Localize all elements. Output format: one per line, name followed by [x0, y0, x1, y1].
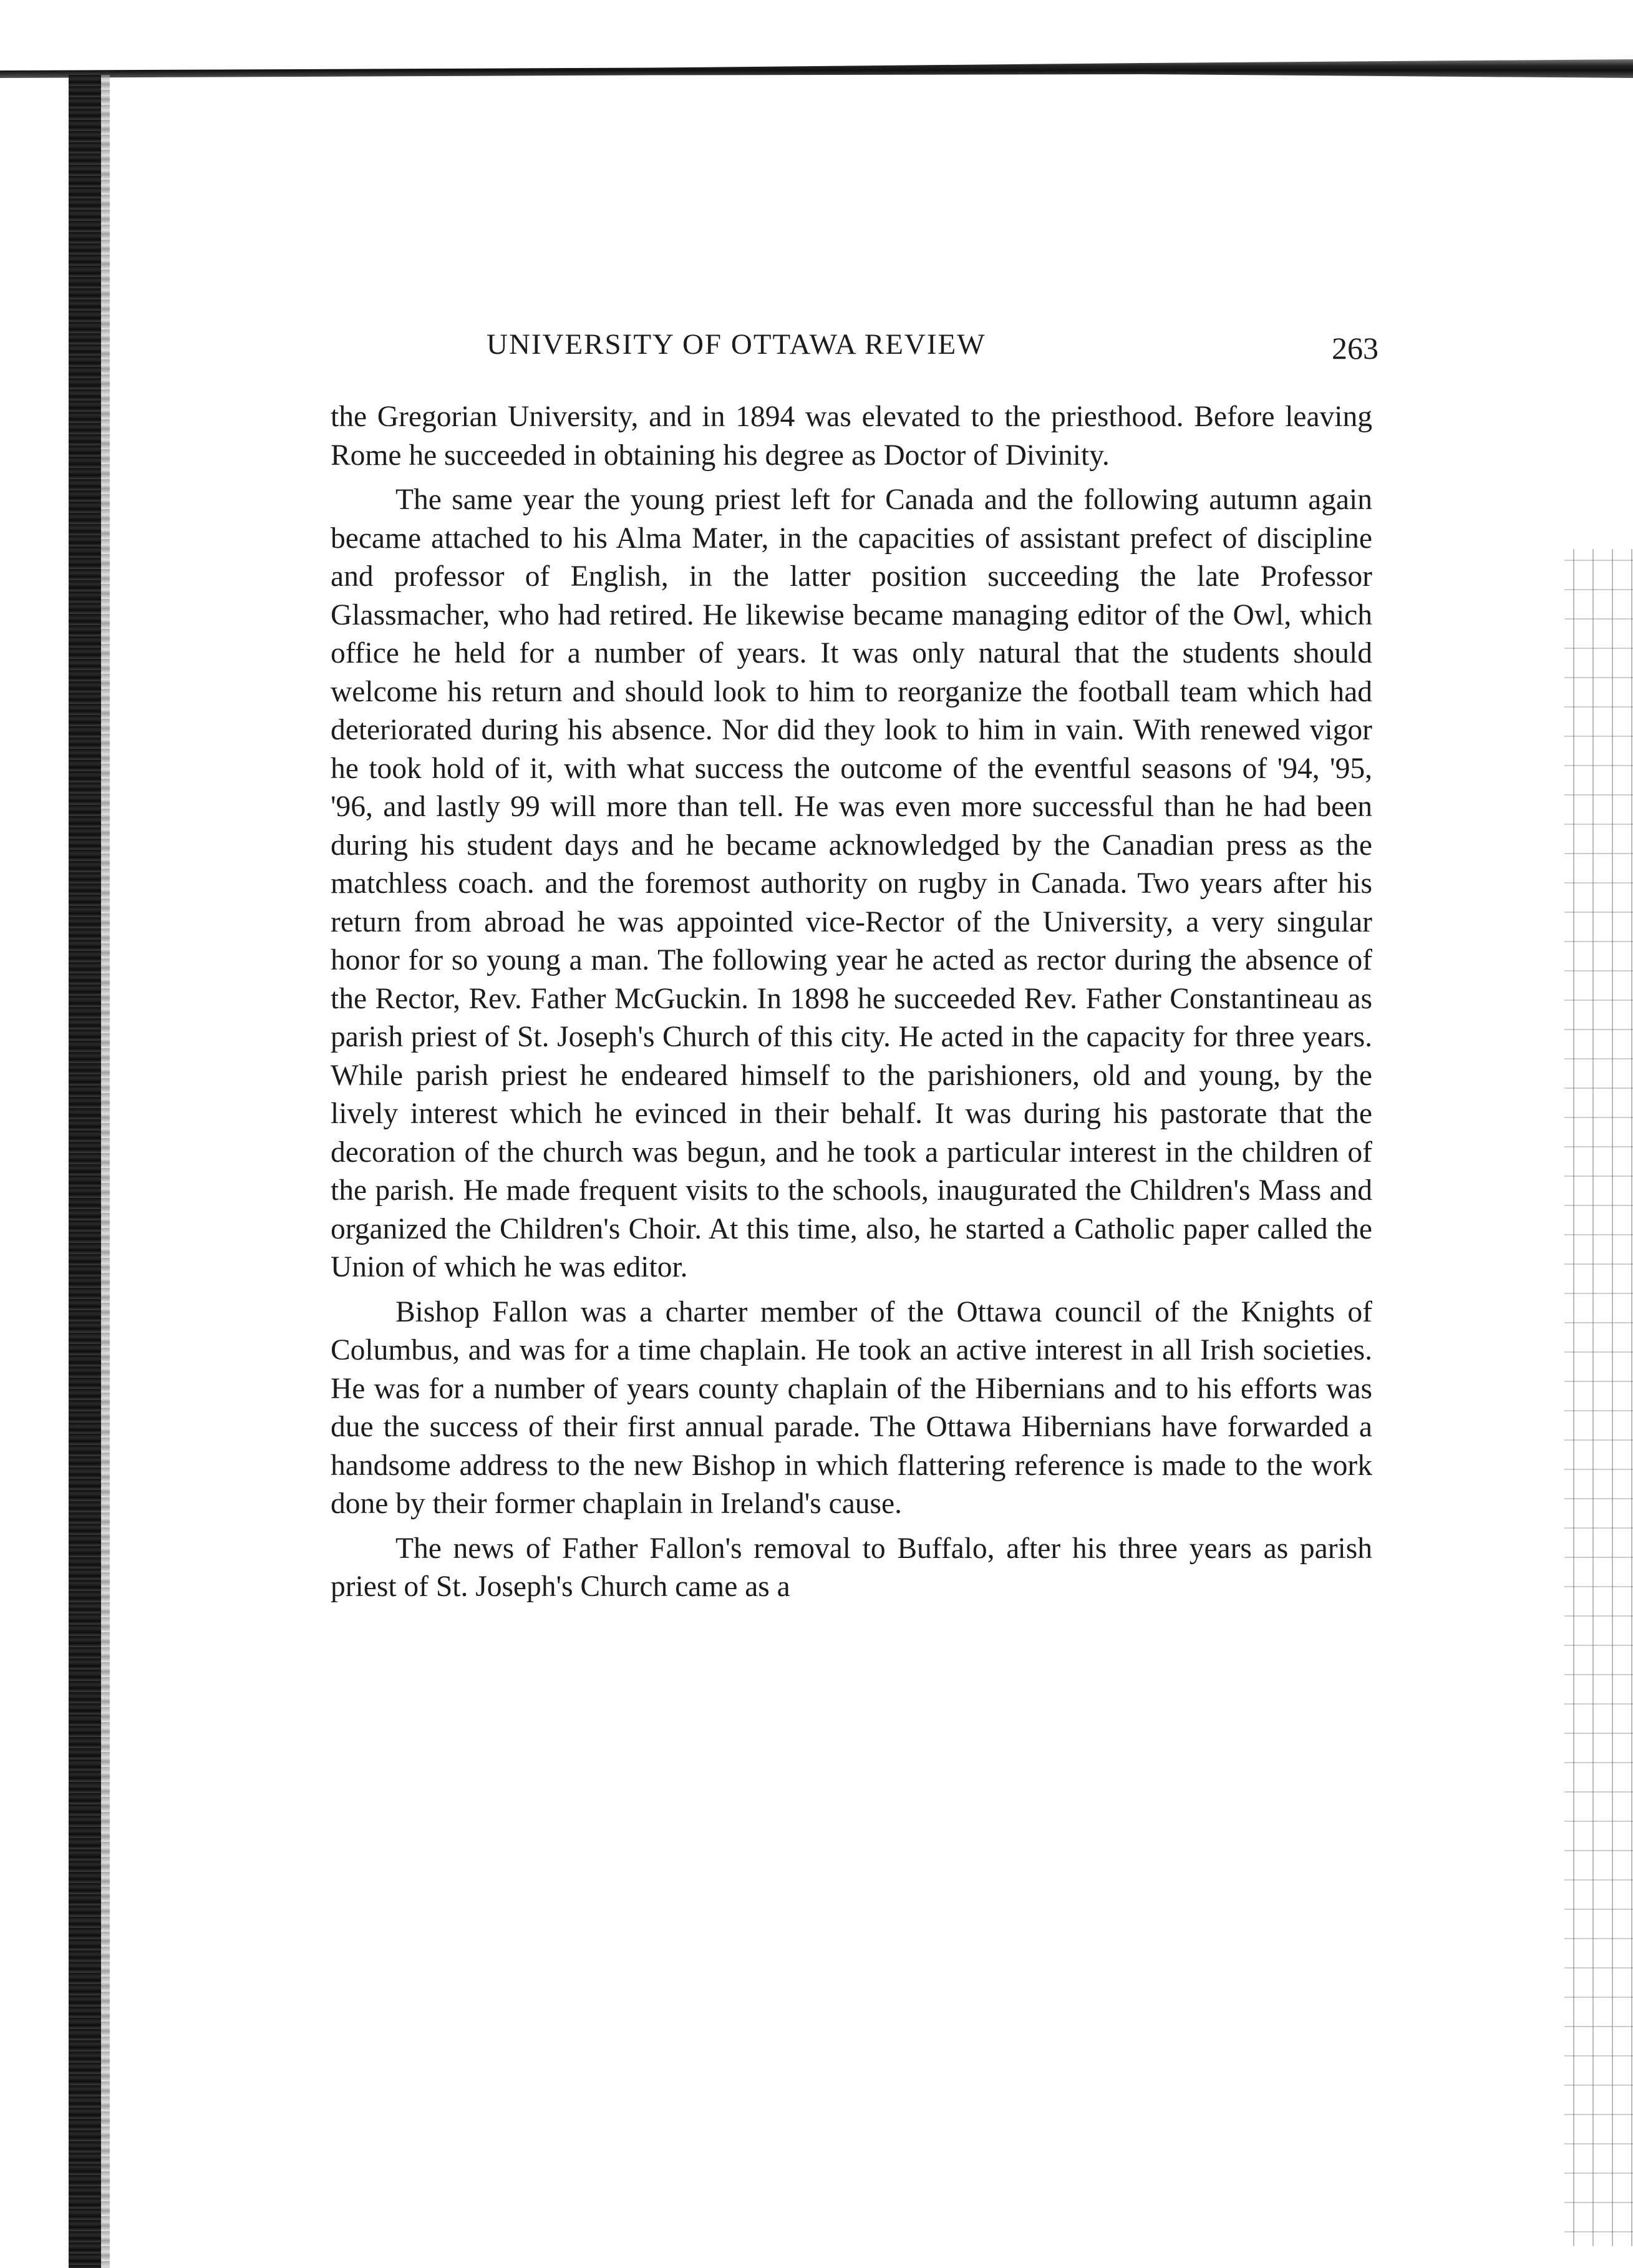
paragraph: The news of Father Fallon's removal to Buffalo, after his three years as parish priest of St. Joseph's Church came as a	[331, 1532, 1372, 1603]
running-head: UNIVERSITY OF OTTAWA REVIEW	[487, 328, 986, 361]
page-number: 263	[1332, 331, 1379, 366]
scan-right-edge-noise	[1564, 549, 1633, 2246]
paragraph: The same year the young priest left for Canada and the following autumn again became attached to his Alma Mater, in the capacities of assistant prefect of discipline and professor of English, in the latter position succeeding the late Professor Glassmacher, who had retired. He likewise became managing editor of the Owl, which office he held for a number of years. It was only natural that the students should welcome his return and should look to him to reorganize the football team which had deteriorated during his absence. Nor did they look to him in vain. With renewed vigor he took hold of it, with what success the outcome of the eventful seasons of '94, '95, '96, and lastly 99 will more than tell. He was even more successful than he had been during his student days and he became acknowledged by the Canadian press as the matchless coach. and the foremost authority on rugby in Canada. Two years after his return from abroad he was appointed vice-Rector of the University, a very singular honor for so young a man. The following year he acted as rector during the absence of the Rector, Rev. Father McGuckin. In 1898 he succeeded Rev. Father Constantineau as parish priest of St. Joseph's Church of this city. He acted in the capacity for three years. While parish priest he endeared himself to the parishioners, old and young, by the lively interest which he evinced in their behalf. It was during his pastorate that the decoration of the church was begun, and he took a particular interest in the children of the parish. He made frequent visits to the schools, inaugurated the Children's Mass and organized the Children's Choir. At this time, also, he started a Catholic paper called the Union of which he was editor.	[331, 484, 1372, 1283]
article-body	[331, 398, 1372, 1607]
paragraph: the Gregorian University, and in 1894 was elevated to the priesthood. Before leaving Rome he succeeded in obtaining his degree as Doctor of Divinity.	[331, 401, 1372, 472]
scan-binding-edge	[69, 75, 101, 2268]
scan-top-rule	[0, 59, 1633, 78]
paragraph: Bishop Fallon was a charter member of the Ottawa council of the Knights of Columbus, and was for a time chaplain. He took an active interest in all Irish societies. He was for a number of years county chaplain of the Hibernians and to his efforts was due the success of their first annual parade. The Ottawa Hibernians have forwarded a handsome address to the new Bishop in which flattering reference is made to the work done by their former chaplain in Ireland's cause.	[331, 1295, 1372, 1520]
scan-binding-shadow	[101, 75, 110, 2268]
page-header	[474, 328, 1379, 371]
